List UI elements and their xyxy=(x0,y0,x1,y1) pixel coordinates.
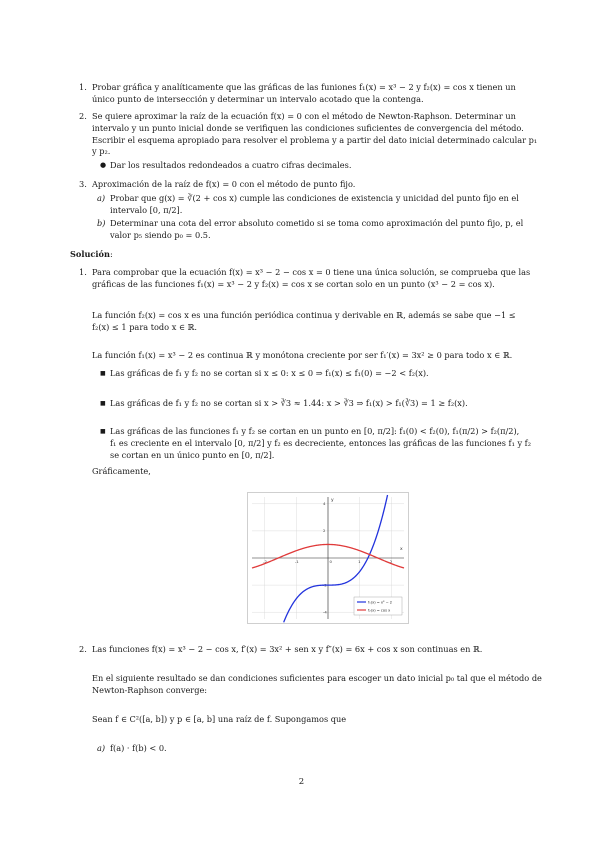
solution-2-paragraph-line: Newton-Raphson converge: xyxy=(92,684,208,695)
plot-svg xyxy=(248,493,408,623)
y-axis-label: y xyxy=(331,498,334,503)
solution-1-f1-paragraph: La función f₁(x) = x³ − 2 es continua ℝ y monótona creciente por ser f₁′(x) = 3x² ≥ 0 para todo x ∈ ℝ. xyxy=(92,350,513,360)
solution-1-bullet-3-line: f₁ es creciente en el intervalo [0, π/2] y f₂ es decreciente, entonces las gráficas de las funciones f₁ y f₂ xyxy=(110,437,531,448)
problem-2-line: Escribir el esquema apropiado para resolver el problema y a partir del dato inicial determinado calcular p₁ xyxy=(92,134,538,145)
problem-2-text xyxy=(92,111,550,158)
solution-1-number: 1. xyxy=(79,267,87,277)
solution-2-paragraph xyxy=(92,673,550,697)
solution-1-bullet-1: Las gráficas de f₁ y f₂ no se cortan si x ≤ 0: x ≤ 0 ⇒ f₁(x) ≤ f₁(0) = −2 < f₂(x). xyxy=(110,368,429,378)
y-tick-label: -2 xyxy=(323,582,327,588)
function-plot xyxy=(247,492,409,624)
solution-1-bullet-2: Las gráficas de f₁ y f₂ no se cortan si x > ∛3 ≈ 1.44: x > ∛3 ⇒ f₁(x) > f₁(∛3) = 1 ≥ f₂(x). xyxy=(110,398,468,408)
problem-3b-label: b) xyxy=(97,218,106,228)
problem-3a-label: a) xyxy=(97,193,106,203)
solution-1-f2-line: La función f₂(x) = cos x es una función periódica continua y derivable en ℝ, además se sabe que −1 ≤ xyxy=(92,310,516,320)
problem-3b-text xyxy=(110,218,550,242)
solution-heading-text: Solución xyxy=(70,249,110,259)
solution-2-a-label: a) xyxy=(97,743,106,753)
problem-1-text xyxy=(92,82,550,106)
page-number: 2 xyxy=(298,777,305,787)
x-tick-label: 2 xyxy=(389,559,393,564)
solution-2-sean: Sean f ∈ C²([a, b]) y p ∈ [a, b] una raíz de f. Supongamos que xyxy=(92,714,347,724)
square-bullet-icon: ■ xyxy=(100,400,106,407)
x-tick-label: -1 xyxy=(294,559,299,564)
solution-1-f2-line: f₂(x) ≤ 1 para todo x ∈ ℝ. xyxy=(92,321,197,332)
legend-label-f1: f₁(x) = x³ − 2 xyxy=(368,600,393,605)
problem-1-line: único punto de intersección y determinar un intervalo acotado que la contenga. xyxy=(92,93,424,104)
x-axis-label: x xyxy=(400,547,403,552)
solution-2-a-text: f(a) · f(b) < 0. xyxy=(110,743,167,753)
solution-2-number: 2. xyxy=(79,644,87,654)
solution-1-bullet-3-line: Las gráficas de las funciones f₁ y f₂ se cortan en un punto en [0, π/2]: f₁(0) < f₂(0), f₁(π/2) > f₂(π/2), xyxy=(110,426,520,436)
legend xyxy=(354,597,402,615)
y-tick-label: -4 xyxy=(323,609,327,615)
solution-1-f2-paragraph xyxy=(92,310,550,334)
y-tick-label: 2 xyxy=(323,528,326,534)
x-tick-label: 0 xyxy=(329,559,332,564)
problem-3-number: 3. xyxy=(79,179,87,189)
solution-1-line: Para comprobar que la ecuación f(x) = x³ − 2 − cos x = 0 tiene una única solución, se comprueba que las xyxy=(92,267,531,277)
solution-1-graficamente: Gráficamente, xyxy=(92,466,151,476)
solution-heading-colon: : xyxy=(109,249,113,259)
problem-2-line: y p₂. xyxy=(92,146,111,157)
solution-1-line: gráficas de las funciones f₁(x) = x³ − 2 y f₂(x) = cos x se cortan solo en un punto (x³ − 2 = cos x). xyxy=(92,278,495,289)
problem-1-line: Probar gráfica y analíticamente que las gráficas de las funiones f₁(x) = x³ − 2 y f₂(x) = cos x tienen un xyxy=(92,82,516,92)
solution-1-bullet-3 xyxy=(110,426,550,461)
problem-1-number: 1. xyxy=(79,82,87,92)
problem-2-line: Se quiere aproximar la raíz de la ecuación f(x) = 0 con el método de Newton-Raphson. Determinar un xyxy=(92,111,516,121)
solution-1-intro xyxy=(92,267,550,291)
problem-2-line: intervalo y un punto inicial donde se verifiquen las condiciones suficientes de convergencia del método. xyxy=(92,122,524,133)
x-tick-label: 1 xyxy=(358,559,361,564)
solution-2-line: Las funciones f(x) = x³ − 2 − cos x, f′(x) = 3x² + sen x y f″(x) = 6x + cos x son continuas en ℝ. xyxy=(92,644,483,654)
problem-3a-line: Probar que g(x) = ∛(2 + cos x) cumple las condiciones de existencia y unicidad del punto fijo en el xyxy=(110,193,519,203)
x-tick-label: -2 xyxy=(263,559,267,564)
problem-3b-line: Determinar una cota del error absoluto cometido si se toma como aproximación del punto fijo, p, el xyxy=(110,218,524,228)
problem-3a-text xyxy=(110,193,550,217)
problem-3b-line: valor p₅ siendo p₀ = 0.5. xyxy=(110,229,211,240)
solution-heading xyxy=(70,249,113,261)
legend-label-f2: f₂(x) = cos x xyxy=(368,608,391,613)
problem-2-number: 2. xyxy=(79,111,87,121)
solution-2-paragraph-line: En el siguiente resultado se dan condiciones suficientes para escoger un dato inicial p₀ tal que el método de xyxy=(92,673,542,683)
square-bullet-icon: ■ xyxy=(100,370,106,377)
y-tick-label: 4 xyxy=(323,501,326,507)
problem-3-text: Aproximación de la raíz de f(x) = 0 con el método de punto fijo. xyxy=(92,179,356,189)
problem-3a-line: intervalo [0, π/2]. xyxy=(110,204,183,215)
square-bullet-icon: ■ xyxy=(100,428,106,435)
solution-1-bullet-3-line: se cortan en un único punto en [0, π/2]. xyxy=(110,449,275,460)
bullet-icon: ● xyxy=(100,161,107,169)
problem-2-bullet: Dar los resultados redondeados a cuatro cifras decimales. xyxy=(110,160,352,170)
